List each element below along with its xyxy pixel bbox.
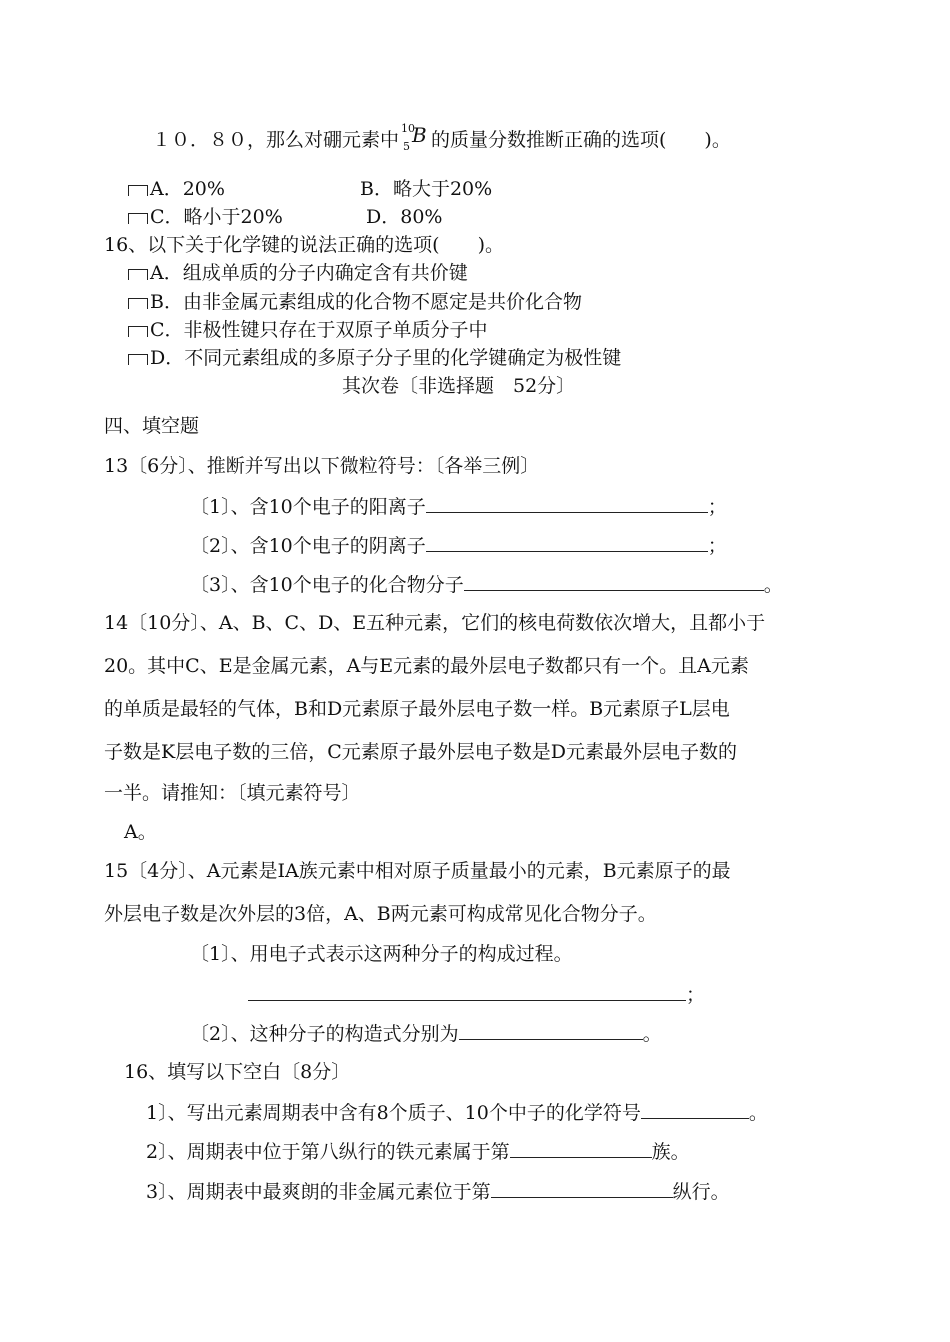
q15-option-d-line [366,205,442,229]
f15-sub2-text: 〔2〕、这种分子的构造式分别为 [190,1023,459,1045]
answer-blank[interactable] [459,1021,643,1040]
f15-sub1-end: ； [686,984,706,1006]
f16-sub2 [146,1139,690,1164]
q15-option-d: D．80% [366,206,443,228]
f13-sub3-text: 〔3〕、含10个电子的化合物分子 [190,574,464,596]
q15-option-b-line [360,177,492,201]
answer-blank[interactable] [248,982,686,1001]
f14-answer: A。 [124,821,157,843]
f16-sub3 [146,1179,730,1204]
answer-blank[interactable] [464,572,764,591]
f16-stem: 16、填写以下空白〔8分〕 [124,1061,351,1083]
f14-line1: 14〔10分〕、A、B、C、D、E五种元素，它们的核电荷数依次增大，且都小于 [104,612,766,634]
f14-line2: 20。其中C、E是金属元素，A与E元素的最外层电子数都只有一个。且A元素 [104,655,749,677]
q15-suffix: 的质量分数推断正确的选项( )。 [431,129,731,151]
q16-option-d: D．不同元素组成的多原子分子里的化学键确定为极性键 [150,347,622,369]
q15-option-c: C．略小于20% [150,206,283,228]
q15-line [152,122,731,153]
f14-line4: 子数是K层电子数的三倍，C元素原子最外层电子数是D元素最外层电子数的 [104,741,737,763]
q15-options-row1 [128,177,225,201]
answer-mark-icon [128,185,148,196]
isotope-mass-number: 10 [401,122,416,135]
boron-isotope-symbol [399,122,431,153]
q16-option-a: A．组成单质的分子内确定含有共价键 [150,262,468,284]
answer-blank[interactable] [491,1179,673,1198]
f16-sub3-text: 3〕、周期表中最爽朗的非金属元素位于第 [146,1181,491,1203]
f13-sub3 [190,572,783,597]
f14-line3: 的单质是最轻的气体，B和D元素原子最外层电子数一样。B元素原子L层电 [104,698,730,720]
f15-sub2 [190,1021,662,1046]
f16-sub1 [146,1100,768,1125]
q15-option-a: A．20% [150,178,225,200]
answer-mark-icon [128,354,148,365]
f15-sub2-end: 。 [642,1023,662,1045]
answer-blank[interactable] [426,494,708,513]
q16-option-b: B．由非金属元素组成的化合物不愿定是共价化合物 [150,291,582,313]
q15-option-b: B．略大于20% [360,178,493,200]
answer-blank[interactable] [510,1139,652,1158]
q16-option-c-line [128,318,488,342]
q16-option-b-line [128,290,582,314]
f13-sub2-end: ； [707,535,727,557]
f15-line2: 外层电子数是次外层的3倍，A、B两元素可构成常见化合物分子。 [104,903,657,925]
f13-sub1 [190,494,727,519]
answer-blank[interactable] [641,1100,749,1119]
f15-sub1-answer [248,982,705,1007]
q16-option-c: C．非极性键只存在于双原子单质分子中 [150,319,488,341]
f13-sub1-text: 〔1〕、含10个电子的阳离子 [190,496,426,518]
f16-sub1-end: 。 [748,1102,768,1124]
f15-line1: 15〔4分〕、A元素是IA族元素中相对原子质量最小的元素，B元素原子的最 [104,860,731,882]
part4-title: 四、填空题 [104,415,200,437]
answer-mark-icon [128,213,148,224]
f16-sub2-text: 2〕、周期表中位于第八纵行的铁元素属于第 [146,1141,510,1163]
q16-option-a-line [128,261,468,285]
q15-options-row2 [128,205,283,229]
f16-sub3-end: 纵行。 [672,1181,730,1203]
answer-mark-icon [128,269,148,280]
f13-sub1-end: ； [707,496,727,518]
answer-mark-icon [128,298,148,309]
f16-sub1-text: 1〕、写出元素周期表中含有8个质子、10个中子的化学符号 [146,1102,641,1124]
q16-option-d-line [128,346,621,370]
f16-sub2-end: 族。 [651,1141,690,1163]
f13-stem: 13〔6分〕、推断并写出以下微粒符号：〔各举三例〕 [104,455,540,477]
q16-stem: 16、以下关于化学键的说法正确的选项( )。 [104,234,505,256]
isotope-atomic-number: 5 [403,140,411,153]
f13-sub2 [190,533,727,558]
section2-title: 其次卷〔非选择题 52分〕 [342,375,576,397]
q15-prefix: １０．８０，那么对硼元素中 [152,129,400,151]
answer-blank[interactable] [426,533,708,552]
f13-sub3-end: 。 [763,574,783,596]
f14-line5: 一半。请推知：〔填元素符号〕 [104,782,361,804]
isotope-element-symbol: B [412,123,427,147]
f15-sub1: 〔1〕、用电子式表示这两种分子的构成过程。 [190,943,573,965]
answer-mark-icon [128,326,148,337]
f13-sub2-text: 〔2〕、含10个电子的阴离子 [190,535,426,557]
